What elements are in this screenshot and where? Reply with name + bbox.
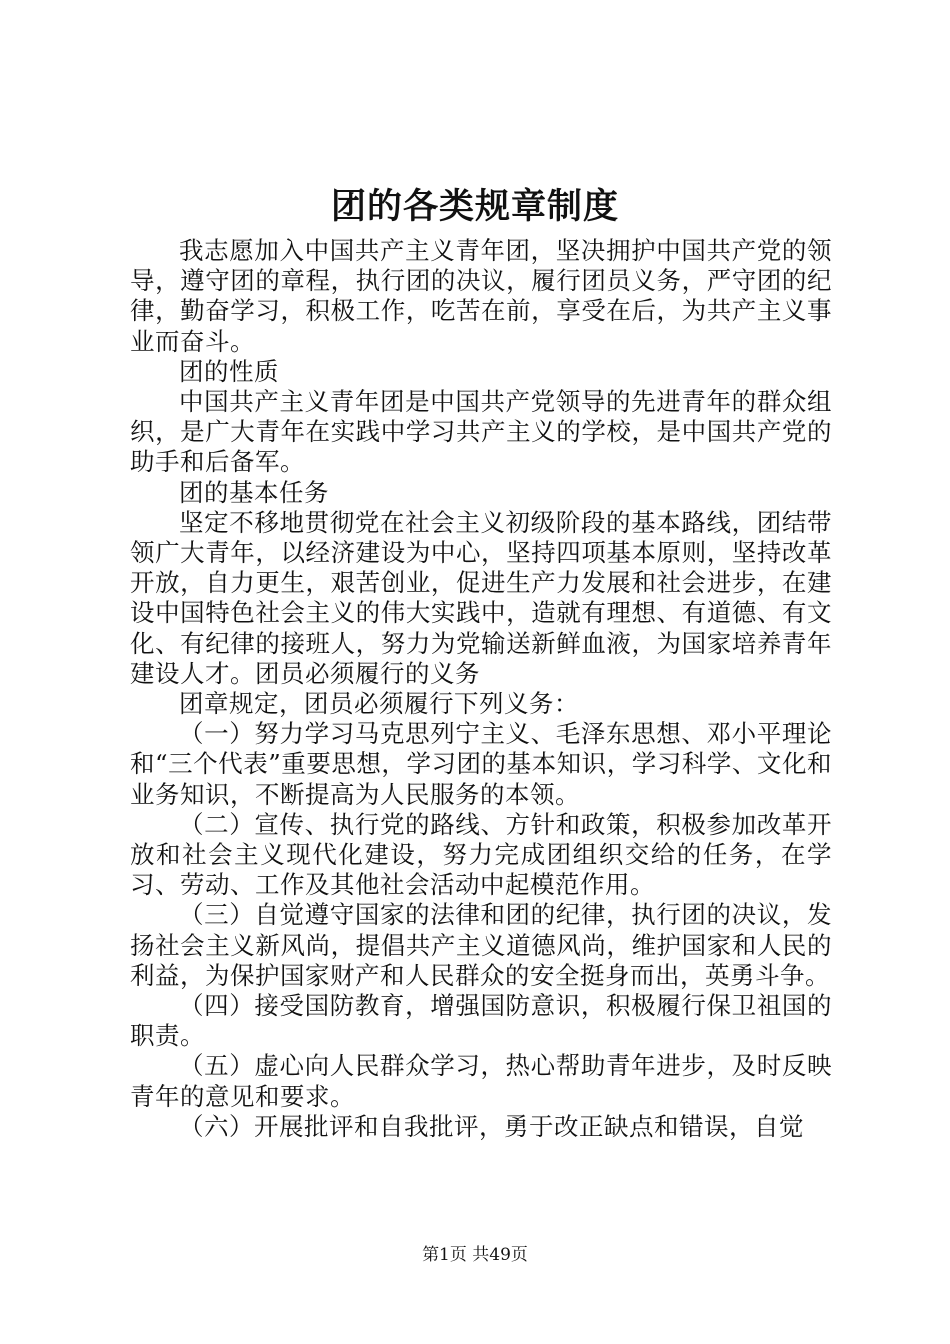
duty-item-2: （二）宣传、执行党的路线、方针和政策，积极参加改革开放和社会主义现代化建设，努力完成团组织交给的任务，在学习、劳动、工作及其他社会活动中起模范作用。	[130, 809, 832, 900]
section-heading-nature: 团的性质	[179, 356, 279, 386]
nature-paragraph: 中国共产主义青年团是中国共产党领导的先进青年的群众组织，是广大青年在实践中学习共产主义的学校，是中国共产党的助手和后备军。	[130, 387, 832, 477]
oath-paragraph: 我志愿加入中国共产主义青年团，坚决拥护中国共产党的领导，遵守团的章程，执行团的决议，履行团员义务，严守团的纪律，勤奋学习，积极工作，吃苦在前，享受在后，为共产主义事业而奋斗。	[130, 236, 832, 356]
page-footer: 第1页 共49页	[422, 1245, 528, 1265]
duties-intro-paragraph: 团章规定，团员必须履行下列义务：	[179, 689, 579, 719]
section-heading-tasks: 团的基本任务	[179, 477, 329, 507]
document-title: 团的各类规章制度	[330, 186, 619, 227]
duty-item-6: （六）开展批评和自我批评，勇于改正缺点和错误，自觉	[179, 1111, 804, 1141]
duty-item-3: （三）自觉遵守国家的法律和团的纪律，执行团的决议，发扬社会主义新风尚，提倡共产主义道德风尚，维护国家和人民的利益，为保护国家财产和人民群众的安全挺身而出，英勇斗争。	[130, 900, 832, 990]
document-body	[130, 236, 832, 1142]
duty-item-5: （五）虚心向人民群众学习，热心帮助青年进步，及时反映青年的意见和要求。	[130, 1051, 832, 1111]
duty-item-1: （一）努力学习马克思列宁主义、毛泽东思想、邓小平理论和“三个代表”重要思想，学习团的基本知识，学习科学、文化和业务知识，不断提高为人民服务的本领。	[130, 719, 832, 809]
duty-item-4: （四）接受国防教育，增强国防意识，积极履行保卫祖国的职责。	[130, 991, 832, 1051]
tasks-paragraph: 坚定不移地贯彻党在社会主义初级阶段的基本路线，团结带领广大青年，以经济建设为中心，坚持四项基本原则，坚持改革开放，自力更生，艰苦创业，促进生产力发展和社会进步，在建设中国特色社会主义的伟大实践中，造就有理想、有道德、有文化、有纪律的接班人，努力为党输送新鲜血液，为国家培养青年建设人才。团员必须履行的义务	[130, 507, 832, 688]
